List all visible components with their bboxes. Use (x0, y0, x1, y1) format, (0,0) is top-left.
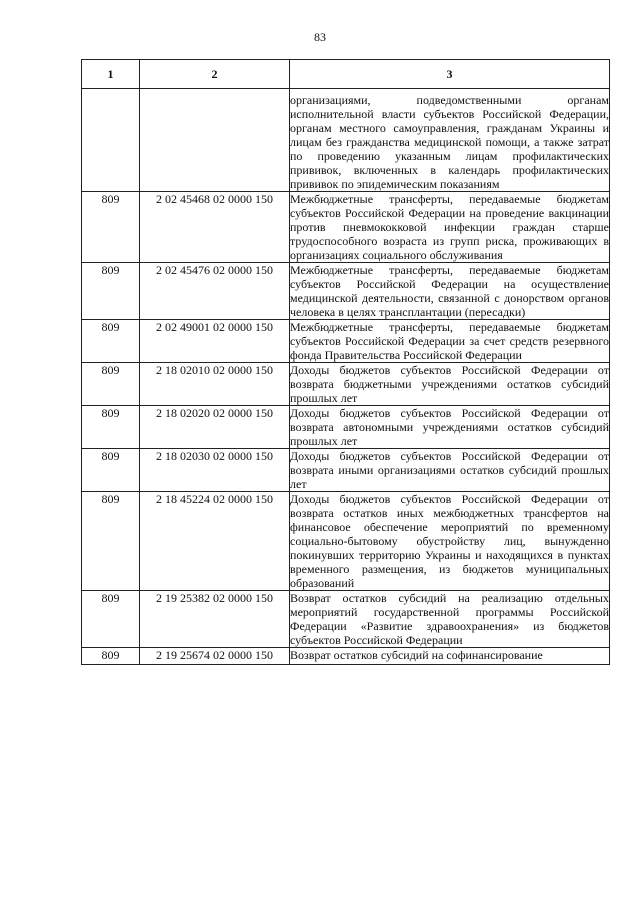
admin-code-cell: 809 (82, 406, 140, 449)
table-row (82, 192, 610, 263)
admin-code-cell: 809 (82, 263, 140, 320)
description-cell: Доходы бюджетов субъектов Российской Федерации от возврата остатков иных межбюджетных трансфертов на финансовое обеспечение мероприятий по временному социально-бытовому обустройству лиц, вынужденно покинувших территорию Украины и находящихся в пунктах временного размещения, из бюджетов муниципальных образований (290, 492, 609, 590)
header-column-1: 1 (82, 60, 140, 89)
description-cell: Межбюджетные трансферты, передаваемые бюджетам субъектов Российской Федерации на проведение вакцинации против пневмококковой инфекции граждан старше трудоспособного возраста из групп риска, проживающих в организациях социального обслуживания (290, 192, 609, 262)
revenue-code-cell: 2 18 02010 02 0000 150 (140, 363, 290, 406)
table-header (82, 60, 610, 89)
page-number: 83 (314, 30, 326, 44)
table-row (82, 492, 610, 591)
revenue-code-cell: 2 02 49001 02 0000 150 (140, 320, 290, 363)
table-body (82, 89, 610, 665)
table-row (82, 449, 610, 492)
admin-code-cell (82, 89, 140, 192)
header-row (82, 60, 610, 89)
description-cell: Доходы бюджетов субъектов Российской Федерации от возврата бюджетными учреждениями остатков субсидий прошлых лет (290, 363, 609, 405)
description-cell: Межбюджетные трансферты, передаваемые бюджетам субъектов Российской Федерации на осуществление медицинской деятельности, связанной с донорством органов человека в целях трансплантации (пересадки) (290, 263, 609, 319)
admin-code-cell: 809 (82, 192, 140, 263)
table-row (82, 591, 610, 648)
revenue-code-cell: 2 18 02030 02 0000 150 (140, 449, 290, 492)
admin-code-cell: 809 (82, 363, 140, 406)
admin-code-cell: 809 (82, 320, 140, 363)
revenue-code-cell: 2 18 02020 02 0000 150 (140, 406, 290, 449)
description-cell: организациями, подведомственными органам исполнительной власти субъектов Российской Федерации, органам местного самоуправления, гражданам Украины и лицам без гражданства медицинской помощи, а также затрат по проведению указанным лицам профилактических прививок, включенных в календарь профилактических прививок по эпидемическим показаниям (290, 89, 610, 192)
revenue-code-cell: 2 18 45224 02 0000 150 (140, 492, 290, 591)
description-cell: Доходы бюджетов субъектов Российской Федерации от возврата иными организациями остатков субсидий прошлых лет (290, 449, 609, 491)
description-cell: Возврат остатков субсидий на реализацию отдельных мероприятий государственной программы Российской Федерации «Развитие здравоохранения» из бюджетов субъектов Российской Федерации (290, 591, 609, 647)
revenue-code-cell: 2 02 45468 02 0000 150 (140, 192, 290, 263)
admin-code-cell: 809 (82, 648, 140, 665)
admin-code-cell: 809 (82, 492, 140, 591)
header-column-2: 2 (140, 60, 290, 89)
revenue-code-cell: 2 19 25674 02 0000 150 (140, 648, 290, 665)
description-cell: Возврат остатков субсидий на софинансирование (290, 648, 610, 665)
admin-code-cell: 809 (82, 449, 140, 492)
table-row (82, 320, 610, 363)
table-row (82, 648, 610, 665)
table-row (82, 89, 610, 192)
table-row (82, 263, 610, 320)
revenue-code-cell (140, 89, 290, 192)
table-row (82, 363, 610, 406)
header-column-3: 3 (290, 60, 610, 89)
revenue-code-cell: 2 02 45476 02 0000 150 (140, 263, 290, 320)
description-cell: Межбюджетные трансферты, передаваемые бюджетам субъектов Российской Федерации за счет средств резервного фонда Правительства Российской Федерации (290, 320, 609, 362)
table-row (82, 406, 610, 449)
classification-table (81, 59, 610, 665)
admin-code-cell: 809 (82, 591, 140, 648)
description-cell: Доходы бюджетов субъектов Российской Федерации от возврата автономными учреждениями остатков субсидий прошлых лет (290, 406, 609, 448)
revenue-code-cell: 2 19 25382 02 0000 150 (140, 591, 290, 648)
